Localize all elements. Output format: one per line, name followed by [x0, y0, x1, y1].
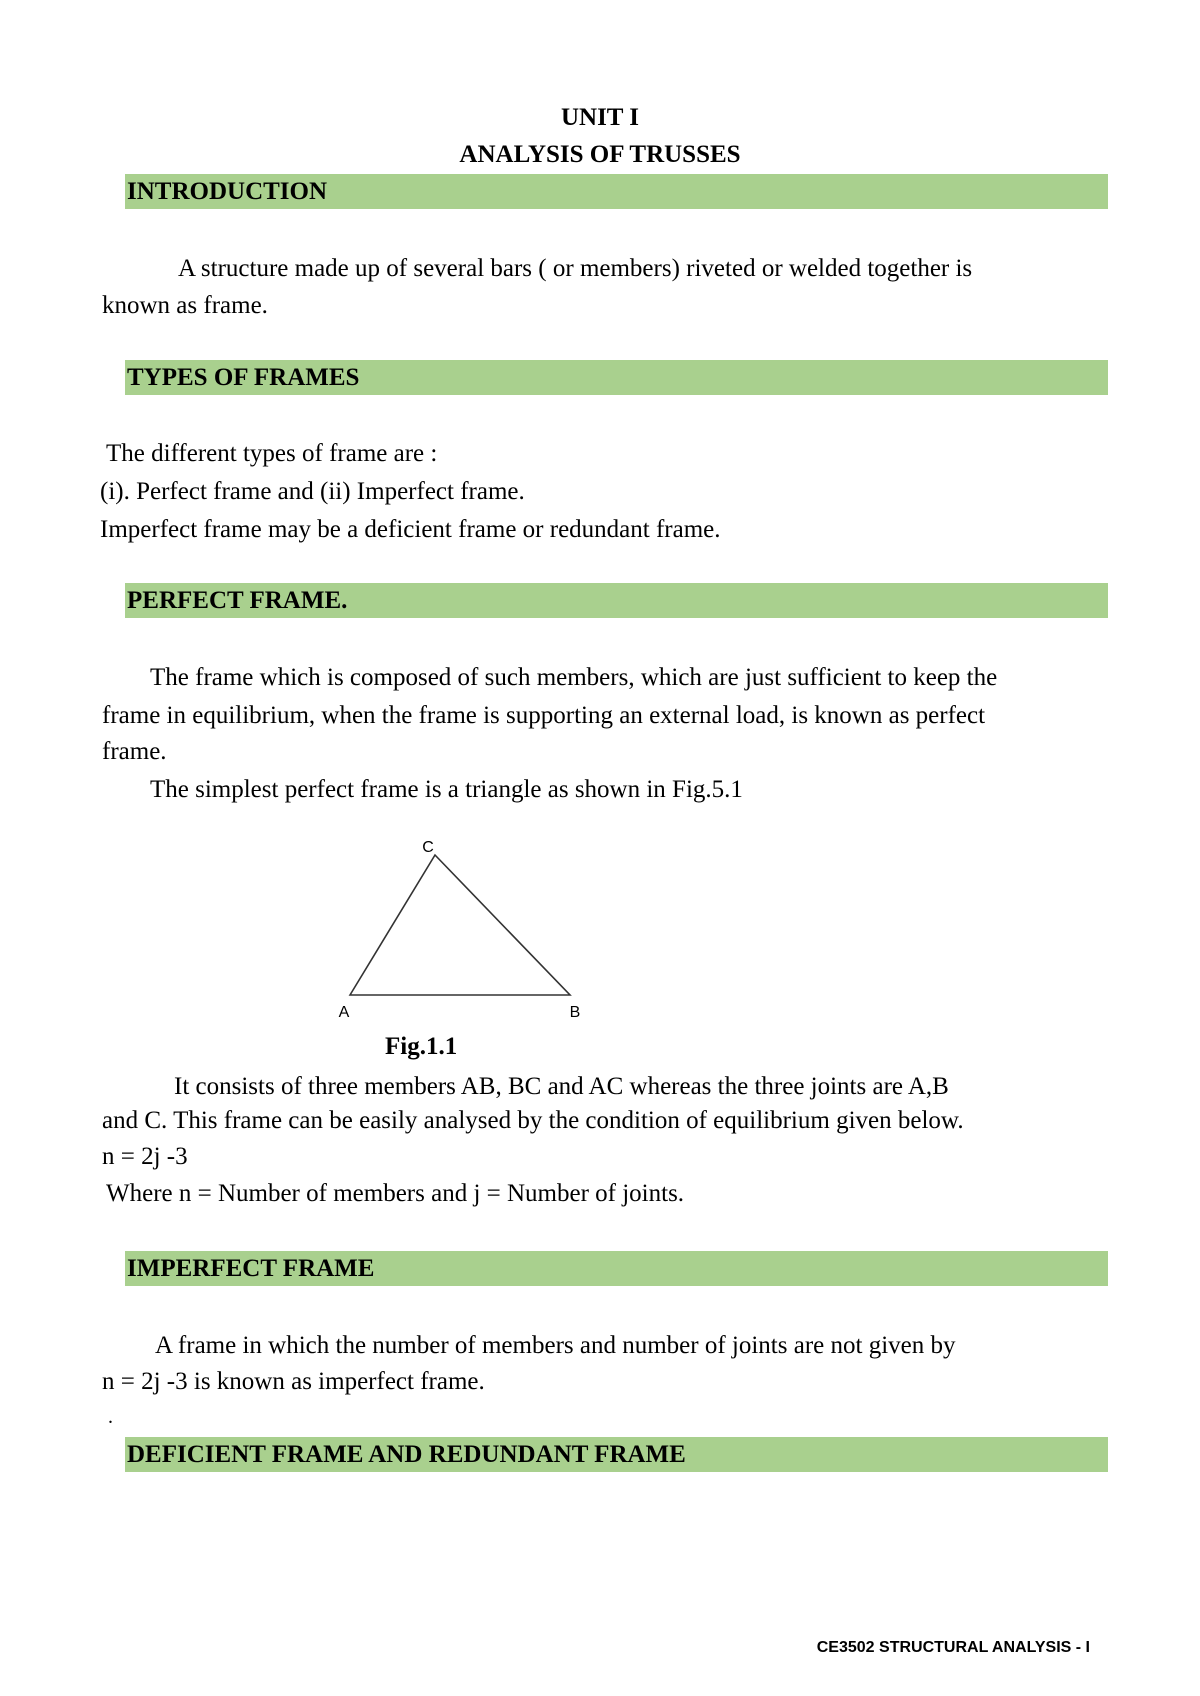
perfect-after-line-2: and C. This frame can be easily analysed by the condition of equilibrium given below.	[102, 1107, 964, 1134]
joint-label-c: C	[422, 839, 434, 856]
perfect-paragraph-line-2: frame in equilibrium, when the frame is supporting an external load, is known as perfect	[102, 702, 986, 729]
types-line-1: The different types of frame are :	[106, 440, 438, 467]
heading-text: DEFICIENT FRAME AND REDUNDANT FRAME	[127, 1441, 686, 1468]
joint-label-a: A	[338, 1004, 350, 1021]
imperfect-paragraph-line-1: A frame in which the number of members and number of joints are not given by	[155, 1332, 956, 1359]
page-footer: CE3502 STRUCTURAL ANALYSIS - I	[816, 1639, 1090, 1656]
joint-label-b: B	[569, 1004, 581, 1021]
perfect-paragraph-line-1: The frame which is composed of such members, which are just sufficient to keep the	[150, 664, 998, 691]
heading-text: INTRODUCTION	[127, 178, 328, 205]
intro-paragraph-line-2: known as frame.	[102, 292, 268, 319]
perfect-figure-reference: The simplest perfect frame is a triangle as shown in Fig.5.1	[150, 776, 743, 803]
section-heading-introduction	[125, 174, 1108, 209]
triangle-figure	[330, 835, 600, 1025]
triangle-members	[350, 855, 570, 995]
unit-title: UNIT I	[560, 104, 640, 131]
section-heading-types-of-frames	[125, 360, 1108, 395]
types-line-2: (i). Perfect frame and (ii) Imperfect frame.	[100, 478, 525, 505]
heading-text: TYPES OF FRAMES	[127, 364, 360, 391]
formula-explanation: Where n = Number of members and j = Number of joints.	[106, 1180, 685, 1207]
intro-paragraph-line-1: A structure made up of several bars ( or members) riveted or welded together is	[178, 255, 973, 282]
heading-text: IMPERFECT FRAME	[127, 1255, 375, 1282]
section-heading-imperfect-frame	[125, 1251, 1108, 1286]
types-line-3: Imperfect frame may be a deficient frame or redundant frame.	[100, 516, 721, 543]
perfect-after-line-1: It consists of three members AB, BC and AC whereas the three joints are A,B	[174, 1073, 949, 1100]
chapter-title: ANALYSIS OF TRUSSES	[459, 141, 741, 168]
heading-text: PERFECT FRAME.	[127, 587, 348, 614]
figure-caption: Fig.1.1	[385, 1033, 458, 1060]
section-heading-perfect-frame	[125, 583, 1108, 618]
imperfect-paragraph-line-2: n = 2j -3 is known as imperfect frame.	[102, 1368, 485, 1395]
perfect-paragraph-line-3: frame.	[102, 738, 167, 765]
stray-mark: .	[108, 1406, 113, 1428]
formula: n = 2j -3	[102, 1143, 188, 1170]
section-heading-deficient-redundant	[125, 1437, 1108, 1472]
